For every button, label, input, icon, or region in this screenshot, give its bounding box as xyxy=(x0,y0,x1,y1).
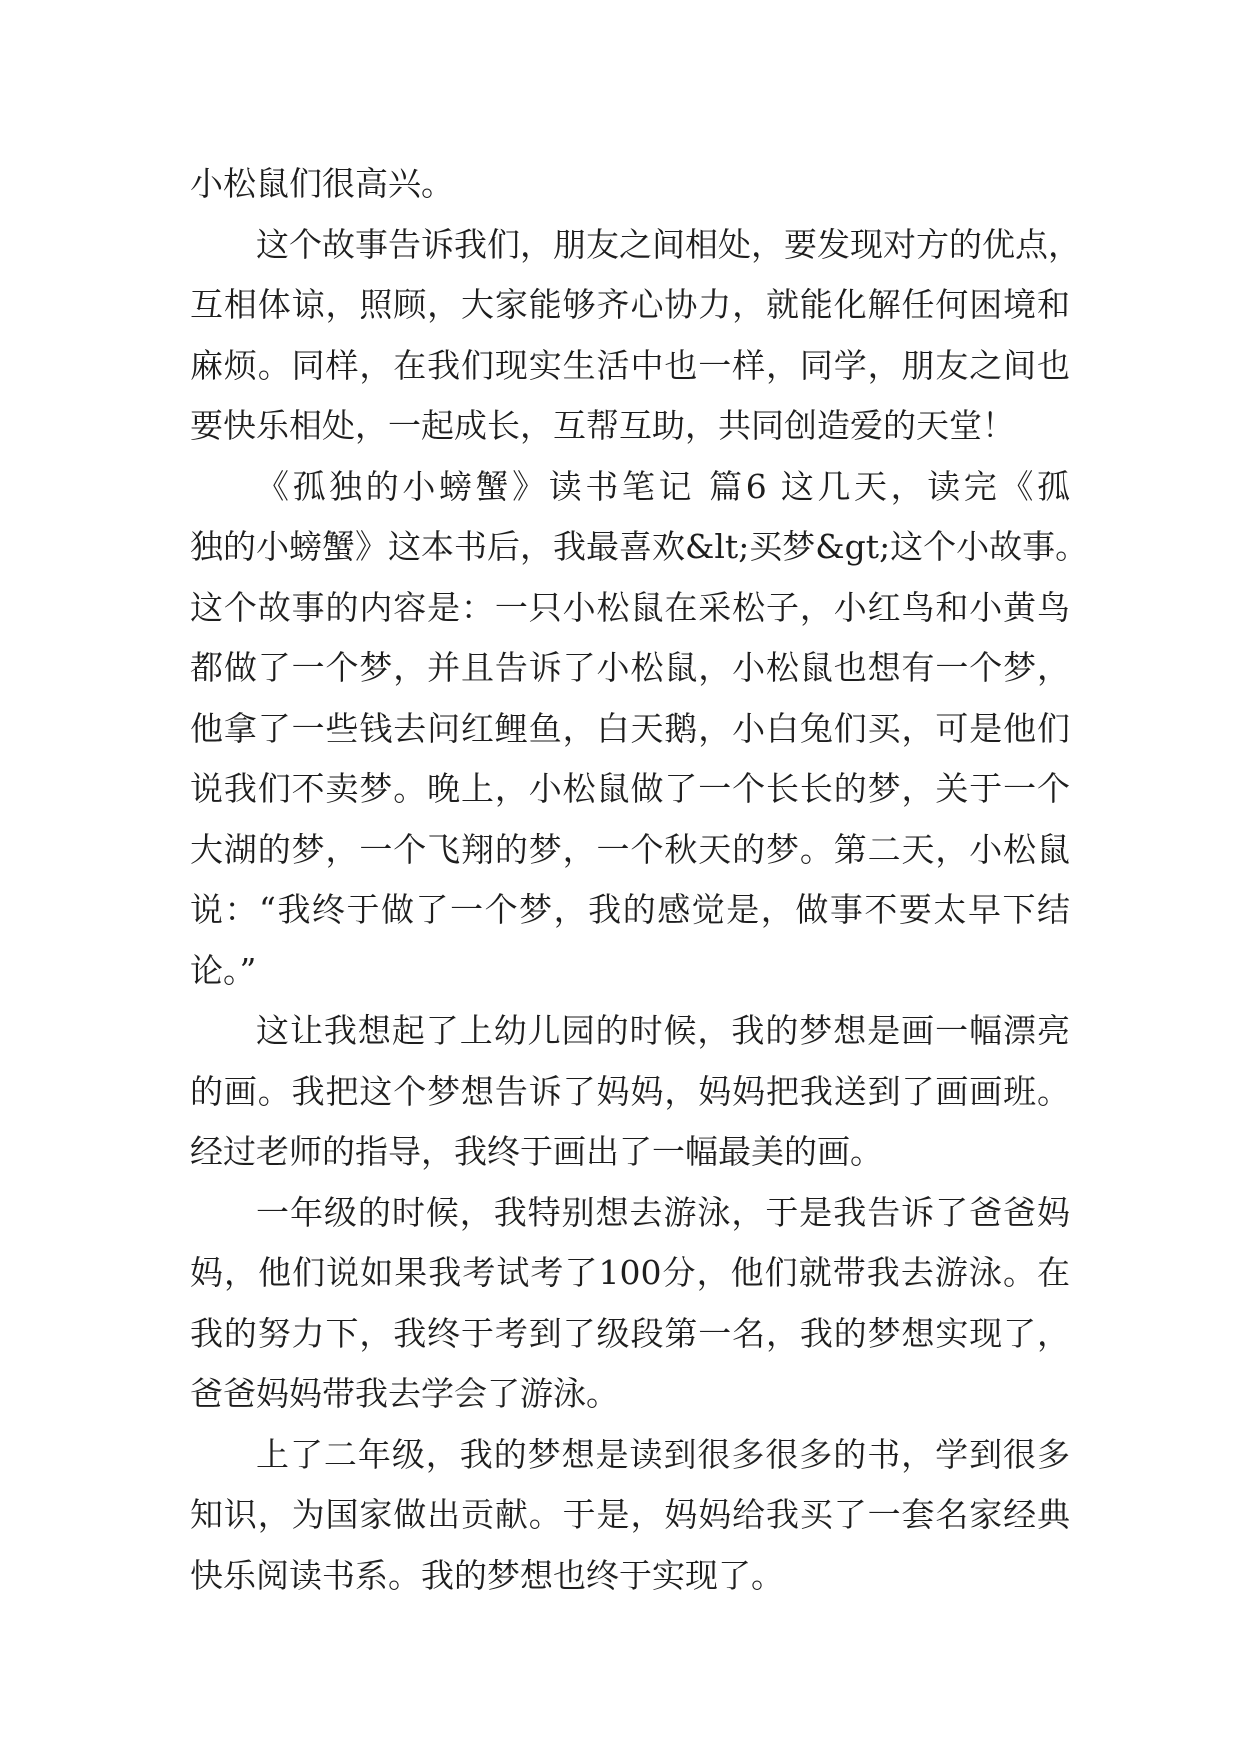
text-line: 爸爸妈妈带我去学会了游泳。 xyxy=(190,1374,619,1413)
text-line: 的画。我把这个梦想告诉了妈妈，妈妈把我送到了画画班。 xyxy=(190,1071,1070,1111)
text-line: 这个故事的内容是：一只小松鼠在采松子，小红鸟和小黄鸟 xyxy=(190,587,1070,627)
text-line: 知识，为国家做出贡献。于是，妈妈给我买了一套名家经典 xyxy=(190,1495,1070,1534)
text-line: 我的努力下，我终于考到了级段第一名，我的梦想实现了， xyxy=(190,1313,1070,1353)
text-line: 说我们不卖梦。晚上，小松鼠做了一个长长的梦，关于一个 xyxy=(190,769,1070,808)
text-line: 小松鼠们很高兴。 xyxy=(190,164,454,203)
text-line: 经过老师的指导，我终于画出了一幅最美的画。 xyxy=(190,1132,883,1171)
text-line: 都做了一个梦，并且告诉了小松鼠，小松鼠也想有一个梦， xyxy=(190,648,1070,687)
text-line: 论。” xyxy=(190,950,257,990)
text-line: 一年级的时候，我特别想去游泳，于是我告诉了爸爸妈 xyxy=(256,1192,1070,1232)
text-line: 上了二年级，我的梦想是读到很多很多的书，学到很多 xyxy=(256,1434,1070,1474)
text-line: 快乐阅读书系。我的梦想也终于实现了。 xyxy=(190,1555,784,1595)
text-line: 麻烦。同样，在我们现实生活中也一样，同学，朋友之间也 xyxy=(190,345,1070,385)
text-line: 这让我想起了上幼儿园的时候，我的梦想是画一幅漂亮 xyxy=(256,1011,1070,1050)
text-line: 要快乐相处，一起成长，互帮互助，共同创造爱的天堂！ xyxy=(190,406,1015,445)
body-text xyxy=(190,154,1089,1606)
text-line: 互相体谅，照顾，大家能够齐心协力，就能化解任何困境和 xyxy=(190,285,1070,324)
text-line: 独的小螃蟹》这本书后，我最喜欢&lt;买梦&gt;这个小故事。 xyxy=(190,527,1089,566)
text-line: 《孤独的小螃蟹》读书笔记 篇6 这几天，读完《孤 xyxy=(256,466,1070,506)
text-line: 大湖的梦，一个飞翔的梦，一个秋天的梦。第二天，小松鼠 xyxy=(190,829,1070,869)
text-line: 妈，他们说如果我考试考了100分，他们就带我去游泳。在 xyxy=(190,1253,1070,1292)
text-line: 这个故事告诉我们，朋友之间相处，要发现对方的优点， xyxy=(256,224,1081,264)
text-line: 他拿了一些钱去问红鲤鱼，白天鹅，小白兔们买，可是他们 xyxy=(190,708,1070,748)
text-line: 说：“我终于做了一个梦，我的感觉是，做事不要太早下结 xyxy=(190,890,1070,929)
